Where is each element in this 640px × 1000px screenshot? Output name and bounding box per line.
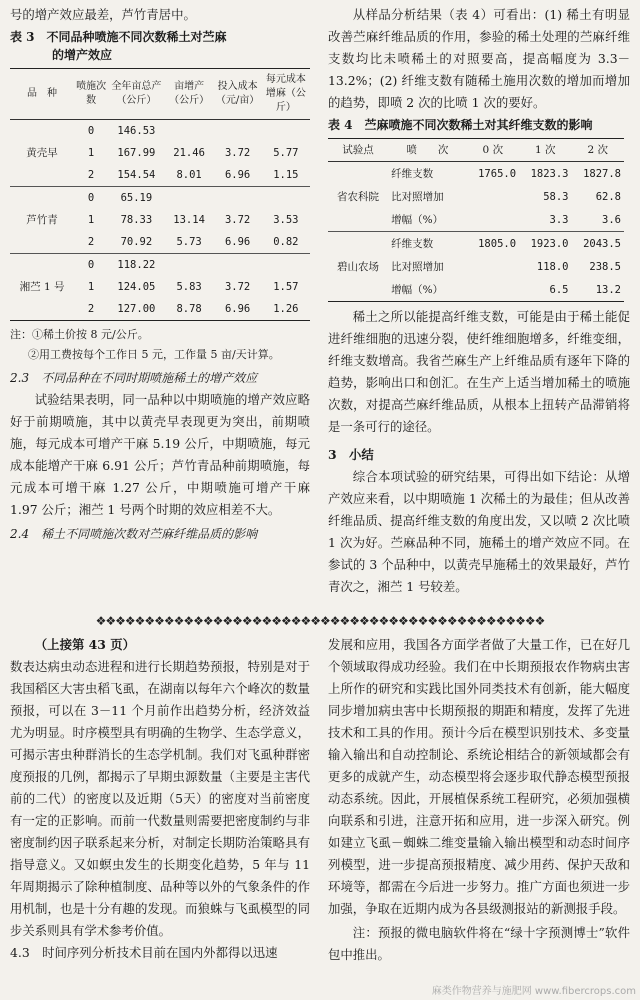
cell: 3.72 [224, 214, 251, 226]
table3-caption-2: 的增产效应 [52, 48, 113, 62]
cell: 5.73 [176, 236, 202, 248]
cell: 1923.0 [519, 232, 571, 256]
cell: 13.14 [173, 214, 205, 226]
cell: 增幅（%） [391, 283, 444, 296]
cell: 3.53 [273, 214, 299, 226]
cell: 1765.0 [467, 162, 519, 186]
cell: 238.5 [589, 260, 621, 273]
cell [467, 208, 519, 232]
table-row [10, 254, 310, 277]
cell: 8.78 [176, 303, 202, 315]
cell: 1 [87, 147, 95, 159]
table3-header: 喷施次数 [74, 69, 108, 120]
cell [467, 278, 519, 302]
table3-note-1: 注：①稀土价按 8 元/公斤。 [10, 328, 149, 341]
variety-cell: 湘苎 1 号 [10, 254, 74, 321]
cell: 70.92 [120, 236, 153, 248]
cell: 0 [74, 254, 108, 277]
section-2-3-body: 试验结果表明，同一品种以中期喷施的增产效应略好于前期喷施，其中以黄壳早表现更为突出，前期喷施，每元成本可增产干麻 5.19 公斤，中期喷施，每元成本能增产干麻 6.91 公斤；芦竹青品种前期喷施，每元成本可增干麻 1.27 公斤，中期喷施可增产干麻 1.97 公斤；湘苎 1 号两个时期的效应相差不大。 [10, 392, 310, 517]
cell: 1 [87, 214, 95, 226]
table4 [328, 138, 624, 302]
text-line: 号的增产效应最差，芦竹青居中。 [10, 7, 196, 22]
cell [262, 254, 310, 277]
cell: 增幅（%） [391, 213, 444, 226]
table3-header: 全年亩总产（公斤） [108, 69, 165, 120]
cell: 1.15 [273, 169, 299, 181]
cell: 167.99 [117, 147, 156, 159]
section-3-title: 3 小结 [328, 447, 374, 462]
left-top-column [10, 4, 310, 545]
cell: 1.57 [273, 281, 299, 293]
table3-header: 亩增产（公斤） [165, 69, 214, 120]
section-2-4-title: 2.4 稀土不同喷施次数对苎麻纤维品质的影响 [10, 527, 258, 541]
continued-from-label: （上接第 43 页） [34, 637, 136, 652]
cell [262, 120, 310, 143]
table4-caption: 表 4 苎麻喷施不同次数稀土对其纤维支数的影响 [328, 118, 593, 132]
variety-cell: 芦竹青 [10, 187, 74, 254]
table4-header: 试验点 [328, 139, 388, 162]
cell: 纤维支数 [388, 162, 466, 186]
table3-caption: 表 3 不同品种喷施不同次数稀土对苎麻 [10, 30, 227, 44]
cell: 2 [87, 236, 95, 248]
cell: 3.3 [549, 213, 569, 226]
cell: 0 [74, 120, 108, 143]
section-4-3-start: 4.3 时间序列分析技术目前在国内外都得以迅速 [10, 945, 278, 960]
cell: 127.00 [117, 303, 156, 315]
section-2-3-title: 2.3 不同品种在不同时期喷施稀土的增产效应 [10, 371, 258, 385]
ornamental-divider: ❖❖❖❖❖❖❖❖❖❖❖❖❖❖❖❖❖❖❖❖❖❖❖❖❖❖❖❖❖❖❖❖❖❖❖❖❖❖❖❖❖❖❖❖❖❖ [95, 614, 545, 628]
cell [213, 187, 261, 210]
cell: 1805.0 [467, 232, 519, 256]
cell: 65.19 [108, 187, 165, 210]
discussion-paragraph: 稀土之所以能提高纤维支数，可能是由于稀土能促进纤维细胞的迅速分裂，使纤维细胞增多，纤维变细，纤维支数增高。我省苎麻生产上纤维品质有逐年下降的趋势，影响出口和创汇。在生产上适当增加稀土的喷施次数，对提高苎麻纤维品质，从根本上扭转产品滞销将是一条可行的途径。 [328, 309, 630, 434]
site-cell: 碧山农场 [328, 232, 388, 302]
table-row [10, 187, 310, 210]
cell: 154.54 [117, 169, 156, 181]
table3-note-2: ②用工费按每个工作日 5 元，工作量 5 亩/天计算。 [28, 348, 280, 361]
cell: 6.5 [549, 283, 569, 296]
cell: 5.77 [273, 147, 299, 159]
cell: 2 [87, 169, 95, 181]
table4-header: 0 次 [467, 139, 519, 162]
site-cell: 省农科院 [328, 162, 388, 232]
cell: 比对照增加 [391, 260, 444, 273]
cell: 118.0 [536, 260, 569, 273]
cell: 124.05 [117, 281, 156, 293]
cell: 0 [74, 187, 108, 210]
software-note: 注：预报的微电脑软件将在“绿十字预测博士”软件包中推出。 [328, 925, 630, 962]
cell [165, 120, 214, 143]
cell: 1 [87, 281, 95, 293]
cell: 0.82 [273, 236, 299, 248]
cell: 3.72 [224, 281, 251, 293]
cell [165, 254, 214, 277]
table3 [10, 68, 310, 321]
cell: 3.72 [224, 147, 251, 159]
cell: 1827.8 [572, 162, 625, 186]
table-row [10, 120, 310, 143]
table3-header: 品 种 [10, 69, 74, 120]
cell: 146.53 [108, 120, 165, 143]
right-top-column [328, 4, 630, 598]
table4-header: 2 次 [572, 139, 625, 162]
cell: 6.96 [224, 236, 251, 248]
table3-header: 每元成本增麻（公斤） [262, 69, 310, 120]
continued-body-right: 发展和应用，我国各方面学者做了大量工作，已在好几个领域取得成功经验。我们在中长期预报农作物病虫害上所作的研究和实践比国外同类技术有创新，能大幅度同步增加病虫害中长期预报的期距和精度，发挥了先进技术和工具的作用。预计今后在模型识别技术、多变量输入输出和自动控制论、系统论相结合的新领域都会有更多的成就产生，动态模型将会逐步取代静态模型预报动态系统。因此，开展植保系统工程研究，必须加强横向联系和引进，注意开拓和应用，进一步深入研究。例如建立飞虱－蜘蛛二维变量输入输出模型和动态时间序列模型，进一步提高预报精度、减少用药、保护天敌和环境等，都需在今后进一步努力。推广方面也须进一步加强，争取在近期内成为各县级测报站的新测报手段。 [328, 637, 630, 916]
left-bottom-column [10, 634, 310, 964]
cell [467, 255, 519, 278]
conclusion-paragraph: 综合本项试验的研究结果，可得出如下结论：从增产效应来看，以中期喷施 1 次稀土的为最佳；但从改善纤维品质、提高纤维支数的角度出发，又以喷 2 次比喷 1 次为好。苎麻品种不同，施稀土的增产效应不同。在参试的 3 个品种中，以黄壳早施稀土的效果最好，芦竹青次之，湘苎 1 号较差。 [328, 469, 630, 594]
cell: 118.22 [108, 254, 165, 277]
watermark: 麻类作物营养与施肥网 www.fibercrops.com [431, 986, 636, 997]
cell [213, 254, 261, 277]
table-row [328, 162, 624, 186]
cell [262, 187, 310, 210]
cell [165, 187, 214, 210]
cell [467, 185, 519, 208]
cell: 58.3 [543, 190, 569, 203]
cell: 6.96 [224, 169, 251, 181]
continued-body: 数表达病虫动态进程和进行长期趋势预报，特别是对于我国稻区大害虫稻飞虱，在湖南以每年六个峰次的数量预报，可以在 3－11 个月前作出趋势分析，经济效益尤为明显。时序模型具有明确的生物学、生态学意义，可揭示害虫种群消长的生态学机制。我们对飞虱种群密度预报的几例，都揭示了早期虫源数量（主要是主害代前的二代）的密度以及近期（5天）的密度对当前密度有一定的正影响。而前一代数量则需要把密度制约与非密度制约因子联系起来分析，对制定长期防治策略具有指导意义。又如螟虫发生的长期变化趋势，5 年与 11 年周期揭示了除种植制度、品种等以外的气象条件的作用机制，也是十分有趣的发现。而狼蛛与飞虱模型的同步关系则具有学术参考价值。 [10, 659, 310, 938]
table3-header: 投入成本（元/亩） [213, 69, 261, 120]
table-row [328, 232, 624, 256]
cell: 5.83 [176, 281, 202, 293]
cell: 21.46 [173, 147, 205, 159]
variety-cell: 黄壳早 [10, 120, 74, 187]
cell: 2 [87, 303, 95, 315]
cell: 62.8 [595, 190, 621, 203]
cell: 纤维支数 [388, 232, 466, 256]
cell: 13.2 [595, 283, 621, 296]
table4-header: 喷 次 [388, 139, 466, 162]
right-bottom-column [328, 634, 630, 966]
cell: 比对照增加 [391, 190, 444, 203]
cell [213, 120, 261, 143]
cell: 2043.5 [572, 232, 625, 256]
results-paragraph: 从样品分析结果（表 4）可看出：(1) 稀土有明显改善苎麻纤维品质的作用，参验的稀土处理的苎麻纤维支数均比未喷稀土的对照要高，提高幅度为 3.3－13.2%；(2) 纤维支数有随稀土施用次数的增加而增加的趋势，即喷 2 次的比喷 1 次的要好。 [328, 7, 630, 110]
table4-header: 1 次 [519, 139, 571, 162]
cell: 3.6 [602, 213, 621, 226]
cell: 8.01 [176, 169, 202, 181]
cell: 1823.3 [519, 162, 571, 186]
cell: 78.33 [120, 214, 153, 226]
cell: 1.26 [273, 303, 299, 315]
cell: 6.96 [224, 303, 251, 315]
